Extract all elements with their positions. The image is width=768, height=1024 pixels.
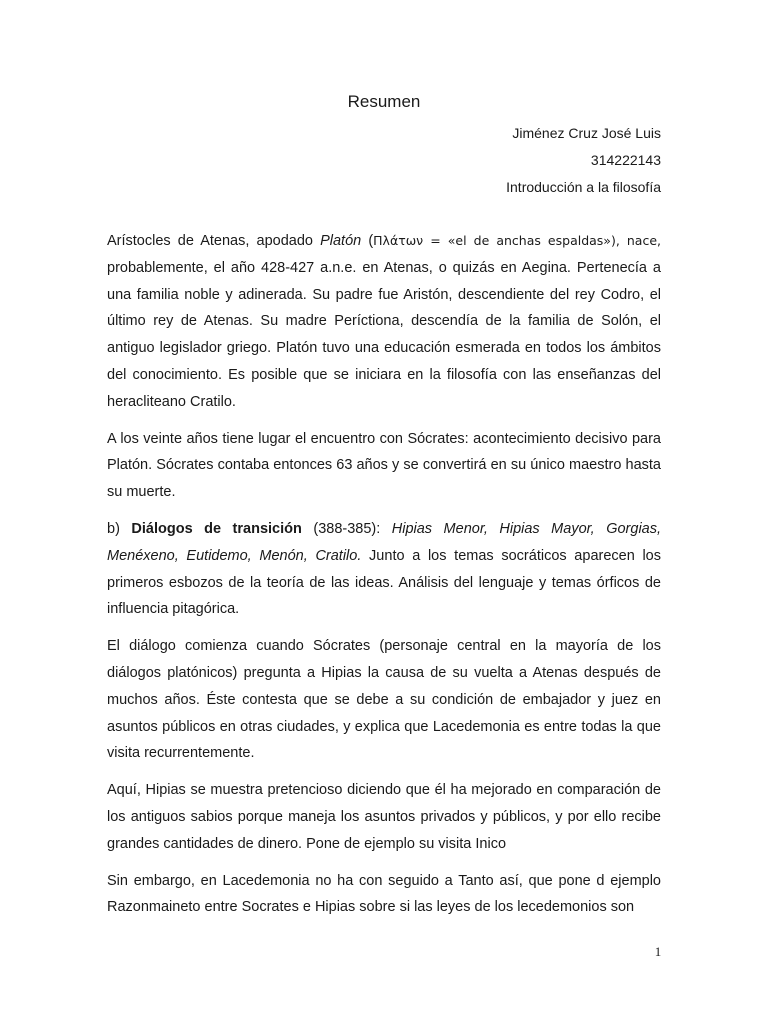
page-number: 1 [654,944,662,959]
paragraph-text: Junto a los temas socráticos aparecen los primeros esbozos de la teoría de las ideas. Análisis del lenguaje y temas órficos de influencia pitagórica. [107,547,661,618]
paragraph-text: (388-385): [301,520,392,537]
student-id: 314222143 [590,152,661,168]
paragraph-text: probablemente, el año 428-427 a.n.e. en Atenas, o quizás en Aegina. Pertenecía a una familia noble y adinerada. Su padre fue Aristón, descendiente del rey Codro, el último rey de Atenas. Su madre Períctiona, descendía de la familia de Solón, el antiguo legislador griego. Platón tuvo una educación esmerada en todos los ámbitos del conocimiento. Es posible que se iniciara en la filosofía con las enseñanzas del heracliteano Cratilo. [107,259,661,410]
paragraph-hipias-pretentious: Aquí, Hipias se muestra pretencioso diciendo que él ha mejorado en comparación de los antiguos sabios porque maneja los asuntos privados y públicos, y por ello recibe grandes cantidades de dinero. Pone de ejemplo su visita Inico [107,782,661,852]
paragraph-text: Arístocles de Atenas, apodado [107,233,321,249]
course-name: Introducción a la filosofía [506,179,661,195]
paragraph-text: ( [361,233,374,249]
emphasis-text: Hipias Menor, Hipias Mayor, Gorgias, Menéxeno, Eutidemo, Menón, Cratilo. [107,520,662,564]
paragraph-dialogue-start: El diálogo comienza cuando Sócrates (personaje central en la mayoría de los diálogos platónicos) pregunta a Hipias la causa de su vuelta a Atenas después de muchos años. Éste contesta que se debe a su condición de embajador y juez en asuntos públicos en otras ciudades, y explica que Lacedemonia es entre todas la que visita recurrentemente. [107,638,661,762]
paragraph-lacedemonia: Sin embargo, en Lacedemonia no ha con seguido a Tanto así, que pone d ejemplo Razonmaineto entre Socrates e Hipias sobre si las leyes de los lecedemonios son [107,872,661,916]
paragraph-transition-dialogues [107,516,661,623]
paragraph-platon-bio [107,228,661,416]
author-name: Jiménez Cruz José Luis [512,125,661,141]
author-block [506,120,661,201]
bold-heading: Diálogos de transición [131,520,302,537]
document-title: Resumen [347,92,421,111]
paragraph-text: b) [107,520,132,537]
emphasis-text: Platón [320,233,362,249]
document-body [107,228,661,931]
greek-text: Πλάτων = «el de anchas espaldas»), nace, [373,233,661,248]
paragraph-socrates-meeting: A los veinte años tiene lugar el encuentro con Sócrates: acontecimiento decisivo para Platón. Sócrates contaba entonces 63 años y se convertirá en su único maestro hasta su muerte. [107,430,661,501]
